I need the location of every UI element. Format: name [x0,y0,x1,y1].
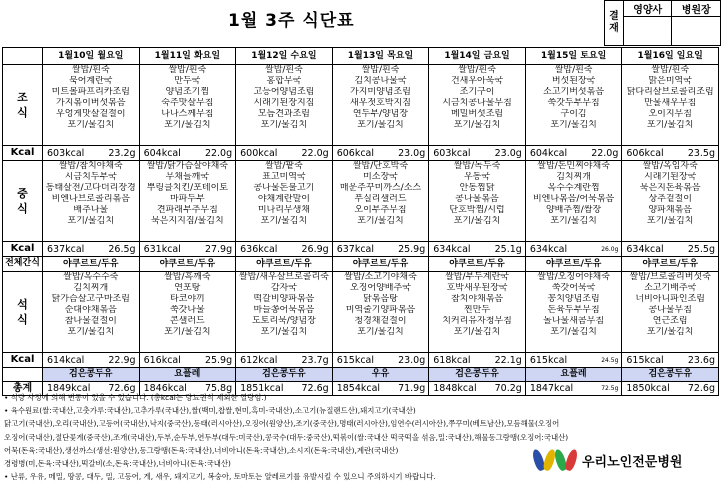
kcal-cell [43,242,140,257]
menu-item: 쌀밥/흰죽 [71,65,110,75]
drink-cell: 우유 [332,368,429,382]
approval-director-label: 병원장 [672,1,721,17]
menu-item: 상추겉절이 [648,194,692,205]
protein-value: 23.7g [301,354,329,366]
menu-item: 포기/물김치 [260,216,308,227]
total-protein-value: 71.9g [398,382,426,394]
protein-value: 22.0g [591,147,619,159]
protein-value: 26.9g [301,243,329,255]
menu-item: 찐만두 [463,305,491,316]
menu-item: 푸실리샐러드 [354,194,407,205]
snack-cell: 야쿠르트/두유 [429,257,526,272]
kcal-value: 634kcal [626,243,664,255]
menu-item: 감자국 [270,283,297,294]
approval-label: 결 재 [605,1,624,46]
kcal-value: 603kcal [47,147,85,159]
kcal-value: 606kcal [626,147,664,159]
protein-value: 25.5g [687,243,715,255]
dinner-cell [236,272,333,353]
menu-item: 연두부/양념장 [352,109,409,120]
menu-item: 치커리유자청무침 [442,316,512,327]
menu-item: 안동찜닭 [459,183,495,194]
menu-item: 구이김 [560,109,587,120]
menu-item: 돌나물새콤무침 [543,316,605,327]
total-protein-value: 70.2g [494,382,522,394]
menu-item: 모듬견과조림 [257,109,310,120]
menu-item: 쌀밥/옥임자죽 [642,161,698,171]
kcal-value: 615kcal [529,354,568,366]
menu-item: 쌀밥/흰죽 [265,65,303,75]
approval-dietitian-label: 영양사 [623,1,672,17]
protein-value: 22.9g [108,354,136,366]
menu-item: 포기/물김치 [646,216,694,227]
menu-item: 양념조기찜 [165,87,210,98]
protein-value: 22.0g [301,147,329,159]
kcal-value: 604kcal [143,147,181,159]
kcal-cell [332,353,429,368]
kcal-cell [429,242,526,257]
note-line: 닭고기(국내산),오리(국내산),고등어(국내산),낙지(중국산),동태(러시아산),오징어(원양산),조기(중국산),명태(러시아산),임연수(러시아산),쭈꾸미(베트남산),모듬해물(오징어 [4,419,560,429]
logo-petal [564,448,579,472]
menu-item: 양배추찜/쌈장 [545,205,602,216]
kcal-cell [139,353,236,368]
menu-item: 북어계란국 [69,76,113,87]
menu-item: 양파채볶음 [648,205,692,216]
menu-item: 쌀밥/흰죽 [458,65,496,75]
kcal-cell [525,353,622,368]
note-line: • 육수원료(쌀:국내산,고춧가루:국내산),고추가루(국내산),쌀(백미,찹쌀,현미,흑미-국내산),소고기(뉴질랜드산),돼지고기(국내산) [4,406,416,416]
kcal-value: 604kcal [529,147,568,159]
menu-item: 꽁치양념조림 [547,294,600,305]
breakfast-cell [332,65,429,146]
lunch-cell [43,161,140,242]
protein-value: 27.9g [204,243,233,255]
menu-item: 우엉게맛살겉절이 [56,109,126,120]
menu-item: 김치콩나물국 [354,76,407,87]
breakfast-cell [139,65,236,146]
menu-item: 쌀밥/녹두죽 [453,161,501,171]
day-header-row [3,48,719,65]
menu-item: 쌀밥/돈민찌야채죽 [537,161,610,171]
menu-item: 포기/물김치 [164,327,211,338]
lunch-cell [525,161,622,242]
corner-cell [3,48,43,65]
note-line: 어묵(돈육:국내산),생선까스(생선:원양산),동그랑땡(돈육:국내산),너비아니(돈육:국내산),소시지(돈육:국내산),계란(국내산) [4,445,399,455]
note-line: • 난류, 우유, 메밀, 땅콩, 대두, 밀, 고등어, 게, 새우, 돼지고기, 복숭아, 토마토는 알레르기를 유발시킬 수 있으니 주의하시기 바랍니다. [4,472,436,482]
menu-item: 쌀밥/단호박죽 [352,161,409,171]
drink-cell: 요플레 [139,368,236,382]
menu-item: 쌀밥/흰죽 [168,65,207,75]
kcal-value: 634kcal [433,243,471,255]
menu-item: 옥수수계란찜 [547,183,600,194]
menu-item: 쌀밥/브로콜리버섯죽 [629,272,711,282]
menu-item: 호박새우된장국 [446,283,508,294]
protein-value: 23.0g [398,354,426,366]
protein-value: 26.0g [601,245,619,253]
breakfast-cell [236,65,333,146]
kcal-cell [236,353,333,368]
row-label-text: 석 식 [17,298,28,326]
kcal-cell [236,146,333,161]
menu-item: 견파래부추무침 [156,205,218,216]
menu-item: 포기/물김치 [453,216,501,227]
total-kcal-value: 1850kcal [626,382,670,394]
total-kcal-value: 1847kcal [529,382,574,394]
menu-item: 쑥갓나물 [169,305,205,316]
row-label-snack: 전체간식 [3,257,43,272]
menu-item: 콩나물돈불고기 [253,183,315,194]
protein-value: 25.9g [204,354,233,366]
menu-item: 쌀밥/오징어야채죽 [537,272,610,282]
menu-item: 콩나물볶음 [455,194,499,205]
menu-item: 포기/물김치 [550,120,597,131]
dinner-row [3,272,719,353]
kcal-cell [622,242,719,257]
kcal-cell [43,353,140,368]
kcal-cell [622,353,719,368]
row-label-kcal: Kcal [3,242,43,257]
menu-item: 콩나물무침 [648,305,692,316]
kcal-value: 600kcal [240,147,278,159]
menu-item: 숙주맛살무침 [161,98,214,109]
lunch_kcal-row [3,242,719,257]
menu-item: 포기/물김치 [550,216,597,227]
menu-item: 포기/물김치 [164,120,211,131]
menu-item: 비엔나볶음/어묵볶음 [532,194,615,205]
menu-item: 홍합무국 [266,76,302,87]
menu-item: 비엔나브로콜리볶음 [51,194,130,205]
menu-item: 맑은미역국 [648,76,692,87]
menu-item: 쌀밥/흰죽 [651,65,690,75]
menu-item: 묵은지돈육볶음 [639,183,701,194]
menu-item: 야채계란말이 [257,194,310,205]
menu-item: 미역줄기양파볶음 [345,305,416,316]
menu-item: 시래기된장국 [644,172,697,183]
menu-item: 닭볶음탕 [363,294,398,305]
total-protein-value: 72.6g [687,382,715,394]
kcal-cell [139,242,236,257]
snack-cell: 야쿠르트/두유 [332,257,429,272]
menu-item: 우동국 [463,172,491,183]
snack-row [3,257,719,272]
menu-item: 콘샐러드 [169,316,205,327]
menu-item: 쌀밥/소고기야채죽 [344,272,417,282]
menu-item: 타코야끼 [169,294,205,305]
breakfast-cell [622,65,719,146]
protein-value: 23.0g [398,147,426,159]
lunch-cell [236,161,333,242]
menu-item: 소고기배추국 [644,283,697,294]
menu-item: 참나물겉절이 [64,316,117,327]
menu-item: 쌀밥/팥죽 [265,161,303,171]
menu-item: 포기/물김치 [453,327,501,338]
menu-item: 마늘쫑어묵볶음 [253,305,315,316]
snack-cell: 야쿠르트/두유 [236,257,333,272]
menu-item: 포기/물김치 [67,120,115,131]
lunch-row [3,161,719,242]
day-header: 1월16일 일요일 [622,48,719,65]
total-protein-value: 72.6g [301,382,329,394]
lunch-cell [332,161,429,242]
menu-item: 시래기된장지짐 [253,98,315,109]
kcal-cell [332,242,429,257]
menu-item: 오징어양배추국 [350,283,411,294]
row-label-text: 조 식 [17,91,28,119]
drink-row [3,368,719,382]
hospital-logo-mark [534,449,576,471]
drink-cell: 검은콩두유 [43,368,140,382]
menu-item: 오이부추무침 [354,205,407,216]
total-kcal-value: 1854kcal [336,382,381,394]
menu-item: 가지미양념조림 [350,87,411,98]
kcal-value: 603kcal [433,147,471,159]
dinner-cell [429,272,526,353]
menu-item: 조기구이 [459,87,495,98]
breakfast-row [3,65,719,146]
menu-item: 너비아니파인조림 [635,294,705,305]
kcal-value: 631kcal [143,243,181,255]
kcal-cell [332,146,429,161]
menu-item: 시금치콩나물무침 [442,98,512,109]
menu-item: 김치찌개 [556,172,591,183]
kcal-value: 618kcal [433,354,471,366]
note-line: 경령병(미,돈육:국내산),떡갈비(소,돈육:국내산),너비아니(돈육:국내산) [4,459,231,469]
kcal-value: 636kcal [240,243,278,255]
lunch-cell [429,161,526,242]
breakfast-cell [429,65,526,146]
menu-item: 미소장국 [363,172,398,183]
row-label-lunch [3,161,43,242]
menu-item: 포기/물김치 [260,120,308,131]
menu-item: 새우젓호박지짐 [350,98,411,109]
protein-value: 22.1g [494,354,522,366]
kcal-value: 606kcal [336,147,375,159]
dinner_kcal-row [3,353,719,368]
dinner-cell [332,272,429,353]
day-header: 1월15일 토요일 [525,48,622,65]
page-title: 1월 3주 식단표 [228,11,355,31]
total-kcal-value: 1849kcal [47,382,91,394]
breakfast-cell [525,65,622,146]
menu-item: 뿌링클치킨/포테이토 [146,183,228,194]
menu-item: 김치찌개 [73,283,109,294]
menu-item: 떡갈비양파볶음 [253,294,315,305]
breakfast_kcal-row [3,146,719,161]
menu-item: 나나스께무침 [161,109,214,120]
protein-value: 23.6g [687,354,715,366]
menu-item: 소고기버섯볶음 [543,87,605,98]
drink-cell: 검은콩두유 [429,368,526,382]
menu-item: 고등어양념조림 [253,87,315,98]
dinner-cell [139,272,236,353]
kcal-value: 634kcal [529,243,568,255]
menu-item: 버섯된장국 [551,76,596,87]
kcal-cell [429,353,526,368]
menu-item: 미트볼파프리카조림 [51,87,130,98]
menu-item: 순대야채볶음 [64,305,117,316]
hospital-logo [534,449,682,471]
menu-item: 쌀밥/흰죽 [361,65,400,75]
dinner-cell [43,272,140,353]
menu-item: 배추나물 [73,205,109,216]
menu-item: 쌀밥/옥수수죽 [63,272,119,282]
kcal-value: 637kcal [47,243,85,255]
kcal-cell [43,146,140,161]
row-label-kcal: Kcal [3,353,43,368]
row-label-total: 총계 [3,382,43,396]
lunch-cell [139,161,236,242]
kcal-value: 616kcal [143,354,181,366]
menu-item: 돈육두부무침 [547,305,600,316]
menu-item: 쌀밥/부두계란국 [445,272,509,282]
menu-item: 쌀밥/흑깨죽 [164,272,211,282]
menu-item: 포기/물김치 [357,216,404,227]
menu-item: 묵은지지짐/물김치 [151,216,224,227]
menu-item: 쌀밥/닭가슴살야채죽 [146,161,228,171]
day-header: 1월10일 월요일 [43,48,140,65]
menu-item: 포기/물김치 [646,120,694,131]
row-label-dinner [3,272,43,353]
protein-value: 25.9g [398,243,426,255]
kcal-cell [622,146,719,161]
menu-item: 포기/물김치 [646,327,694,338]
menu-item: 미나리무생채 [257,205,310,216]
kcal-cell [429,146,526,161]
snack-cell: 야쿠르트/두유 [139,257,236,272]
menu-item: 가지볶이버섯볶음 [56,98,126,109]
menu-item: 마파두부 [169,194,205,205]
menu-item: 연근조림 [652,316,688,327]
protein-value: 26.5g [108,243,136,255]
protein-value: 25.1g [494,243,522,255]
protein-value: 23.0g [494,147,522,159]
kcal-value: 612kcal [240,354,278,366]
snack-cell: 야쿠르트/두유 [43,257,140,272]
note-line: 오징어(국내산),절단꽃게(중국산),조개(국내산),두부,순두부,연두부(대두:미국산),콩국수(대두:중국산),떡볶이(쌀:국내산 떡국떡을 섞음,밀:국내산),해물동그랑땡(오징어:국내산) [4,432,569,442]
menu-item: 매운주꾸미까스/소스 [339,183,422,194]
day-header: 1월11일 화요일 [139,48,236,65]
menu-item: 포기/물김치 [550,327,597,338]
approval-director-sign [672,17,721,46]
dinner-cell [622,272,719,353]
menu-item: 쌀밥/새우살브로콜리죽 [238,272,329,282]
day-header: 1월12일 수요일 [236,48,333,65]
dinner-cell [525,272,622,353]
menu-item: 닭다리살브로콜리조림 [626,87,714,98]
menu-item: 포기/물김치 [357,327,404,338]
menu-item: 포기/물김치 [260,327,308,338]
total-kcal-value: 1848kcal [433,382,477,394]
menu-item: 표고미역국 [262,172,306,183]
total-protein-value: 72.5g [601,384,619,392]
drink-cell: 검은콩두유 [236,368,333,382]
kcal-value: 615kcal [336,354,375,366]
menu-item: 만두국 [174,76,201,87]
total-protein-value: 75.8g [204,382,233,394]
approval-box [604,0,721,46]
row-label-breakfast [3,65,43,146]
menu-item: 포기/물김치 [453,120,501,131]
menu-item: 쑥갓두부무침 [547,98,600,109]
approval-dietitian-sign [623,17,672,46]
kcal-cell [525,242,622,257]
menu-item: 도토리묵/양념장 [251,316,316,327]
row-label-kcal: Kcal [3,146,43,161]
kcal-cell [139,146,236,161]
day-header: 1월14일 금요일 [429,48,526,65]
menu-item: 쌀밥/참치야채죽 [58,161,123,171]
menu-item: 포기/물김치 [67,327,115,338]
kcal-cell [525,146,622,161]
hospital-name: 우리노인전문병원 [582,454,683,470]
kcal-cell [236,242,333,257]
kcal-value: 615kcal [626,354,664,366]
drink-label-cell [3,368,43,382]
menu-item: 시금치두부국 [64,172,117,183]
protein-value: 23.5g [687,147,715,159]
drink-cell: 요플레 [525,368,622,382]
lunch-cell [622,161,719,242]
menu-item: 쌀밥/흰죽 [554,65,593,75]
menu-item: 동태살전/고다더리장경 [45,183,136,194]
protein-value: 24.5g [601,356,619,364]
protein-value: 22.0g [204,147,233,159]
snack-cell: 야쿠르트/두유 [622,257,719,272]
menu-item: 쑥갓어묵국 [551,283,596,294]
kcal-value: 637kcal [336,243,375,255]
drink-cell: 검은콩두유 [622,368,719,382]
menu-item: 오이지무침 [648,109,692,120]
menu-item: 건새우아욱국 [450,76,504,87]
row-label-text: 중 식 [17,187,28,215]
menu-item: 메밀버섯조림 [450,109,504,120]
total-kcal-value: 1846kcal [143,382,187,394]
total-protein-value: 72.6g [108,382,136,394]
breakfast-cell [43,65,140,146]
menu-item: 단호박찜/시럽 [449,205,505,216]
note-line: • 식당 사정에 의해 변동이 있을 수 있습니다. (총kcal는 당뇨권식 제외한 열량임.) [4,393,267,402]
protein-value: 23.2g [108,147,136,159]
snack-cell: 야쿠르트/두유 [525,257,622,272]
kcal-value: 614kcal [47,354,85,366]
menu-item: 포기/물김치 [357,120,404,131]
total-kcal-value: 1851kcal [240,382,284,394]
menu-table [2,47,719,396]
menu-item: 연포탕 [174,283,201,294]
menu-item: 만물새우무침 [644,98,697,109]
menu-item: 닭가슴살고구마조림 [51,294,130,305]
menu-item: 참치야채볶음 [450,294,504,305]
menu-item: 무채들깨국 [165,172,210,183]
menu-item: 포기/물김치 [67,216,115,227]
menu-item: 청경채겉절이 [354,316,407,327]
day-header: 1월13일 목요일 [332,48,429,65]
